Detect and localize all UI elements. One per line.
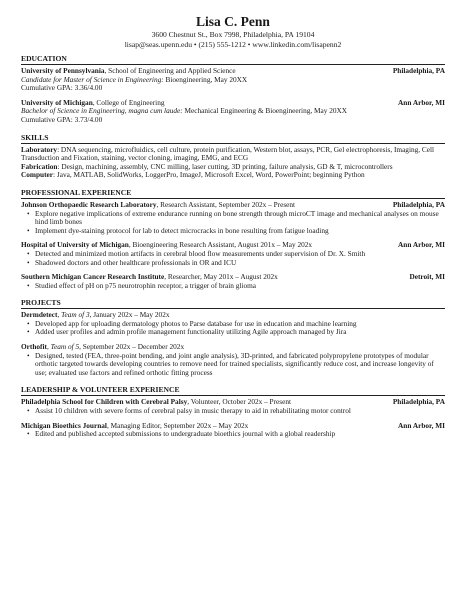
school-name: University of Michigan [21, 97, 93, 107]
job-bullet: • Shadowed doctors and other healthcare professionals in OR and ICU [35, 259, 445, 268]
experience-title: PROFESSIONAL EXPERIENCE [21, 188, 445, 199]
education-section [21, 54, 445, 125]
skill-laboratory: Laboratory: DNA sequencing, microfluidics, cell culture, protein purification, Western blot, assays, PCR, Gel electrophoresis, Imaging, Cell Transduction and Fixation, staining, vector cloning, imaging, EMG, and ECG [21, 144, 435, 163]
project-bullet: • Designed, tested (FEA, three-point bending, and joint angle analysis), 3D-printed, and fabricated polypropylene prototypes of modular orthotic targeted towards developing countries to remove need for trained specialists, significantly reduce cost, and increase longevity of use; evaluated use factors and refined orthotic fitting process [35, 352, 445, 378]
leadership-section [21, 385, 445, 438]
job-location: Detroit, MI [409, 272, 445, 282]
job-entry [21, 241, 445, 267]
leadership-bullet: • Assist 10 children with severe forms of cerebral palsy in music therapy to aid in rehabilitating motor control [35, 407, 445, 416]
leadership-location: Philadelphia, PA [392, 397, 445, 407]
experience-section [21, 188, 445, 290]
skills-section [21, 133, 445, 180]
leadership-title: LEADERSHIP & VOLUNTEER EXPERIENCE [21, 385, 445, 396]
leadership-role: , Volunteer, October 202x – Present [187, 397, 292, 407]
job-bullet: • Detected and minimized motion artifacts in cerebral blood flow measurements under supervision of Dr. X. Smith [35, 250, 445, 259]
projects-section [21, 298, 445, 377]
project-name: Orthofit [21, 342, 47, 352]
job-role: , Researcher, May 201x – August 202x [164, 272, 278, 282]
education-entry [21, 67, 445, 93]
applicant-name: Lisa C. Penn [196, 14, 270, 29]
job-location: Ann Arbor, MI [398, 240, 445, 250]
job-bullet: • Explore negative implications of extreme endurance running on bone strength through microCT image and mechanical analyses on mouse hind limb bones [35, 210, 445, 227]
school-line: University of Pennsylvania, School of Engineering and Applied Science [21, 66, 236, 75]
degree-line: Candidate for Master of Science in Engineering: Bioengineering, May 20XX [21, 74, 248, 84]
education-entry [21, 99, 445, 125]
job-org: Hospital of University of Michigan [21, 240, 129, 250]
skill-computer: Computer: Java, MATLAB, SolidWorks, LoggerPro, ImageJ, Microsoft Excel, Word, PowerPoint; beginning Python [21, 170, 365, 180]
project-entry [21, 311, 445, 337]
school-name: University of Pennsylvania [21, 66, 105, 75]
job-entry [21, 201, 445, 235]
job-role: , Research Assistant, September 202x – Present [156, 199, 296, 209]
job-role: , Bioengineering Research Assistant, August 201x – May 202x [128, 240, 313, 250]
job-org: Southern Michigan Cancer Research Institute [21, 272, 165, 282]
job-entry [21, 273, 445, 290]
project-entry [21, 343, 445, 377]
leadership-role: , Managing Editor, September 202x – May 202x [106, 420, 249, 430]
leadership-org: Philadelphia School for Children with Cerebral Palsy [21, 397, 188, 407]
project-name: Dermdetect [21, 310, 58, 320]
projects-title: PROJECTS [21, 298, 445, 309]
school-location: Philadelphia, PA [392, 66, 445, 75]
degree-line: Bachelor of Science in Engineering, magna cum laude: Mechanical Engineering & Bioengineering, May 20XX [21, 106, 348, 116]
project-bullet: • Added user profiles and admin profile management functionality utilizing Agile approach managed by Jira [35, 328, 445, 337]
leadership-entry [21, 422, 445, 439]
mailing-address: 3600 Chestnut St., Box 7998, Philadelphia, PA 19104 [151, 30, 315, 39]
leadership-entry [21, 398, 445, 415]
gpa-line: Cumulative GPA: 3.36/4.00 [21, 83, 103, 93]
school-line: University of Michigan, College of Engineering [21, 97, 165, 107]
leadership-org: Michigan Bioethics Journal [21, 420, 107, 430]
project-dates: , September 202x – December 202x [79, 342, 185, 352]
skill-fabrication: Fabrication: Design, machining, assembly, CNC milling, laser cutting, 3D printing, failure analysis, GD & T, microcontrollers [21, 161, 393, 171]
project-bullet: • Developed app for uploading dermatology photos to Parse database for use in education and machine learning [35, 320, 445, 329]
job-location: Philadelphia, PA [392, 199, 445, 209]
school-location: Ann Arbor, MI [398, 97, 445, 107]
contact-line: lisap@seas.upenn.edu • (215) 555-1212 • www.linkedin.com/lisapenn2 [124, 40, 342, 49]
job-bullet: • Implement dye-staining protocol for lab to detect microcracks in bone resulting from fatigue loading [35, 227, 445, 236]
college-name: School of Engineering and Applied Science [108, 66, 236, 75]
project-dates: , January 202x – May 202x [89, 310, 170, 320]
leadership-location: Ann Arbor, MI [398, 420, 445, 430]
skills-title: SKILLS [21, 133, 445, 144]
project-team: , Team of 5 [46, 342, 80, 352]
project-team: , Team of 3 [57, 310, 90, 320]
education-title: EDUCATION [21, 54, 445, 65]
gpa-line: Cumulative GPA: 3.73/4.00 [21, 114, 103, 124]
job-org: Johnson Orthopaedic Research Laboratory [21, 199, 157, 209]
resume-header [21, 14, 445, 50]
job-bullet: • Studied effect of pH on p75 neurotrophin receptor, a trigger of brain glioma [35, 282, 445, 291]
leadership-bullet: • Edited and published accepted submissions to undergraduate bioethics journal with a global readership [35, 430, 445, 439]
college-name: College of Engineering [96, 97, 165, 107]
